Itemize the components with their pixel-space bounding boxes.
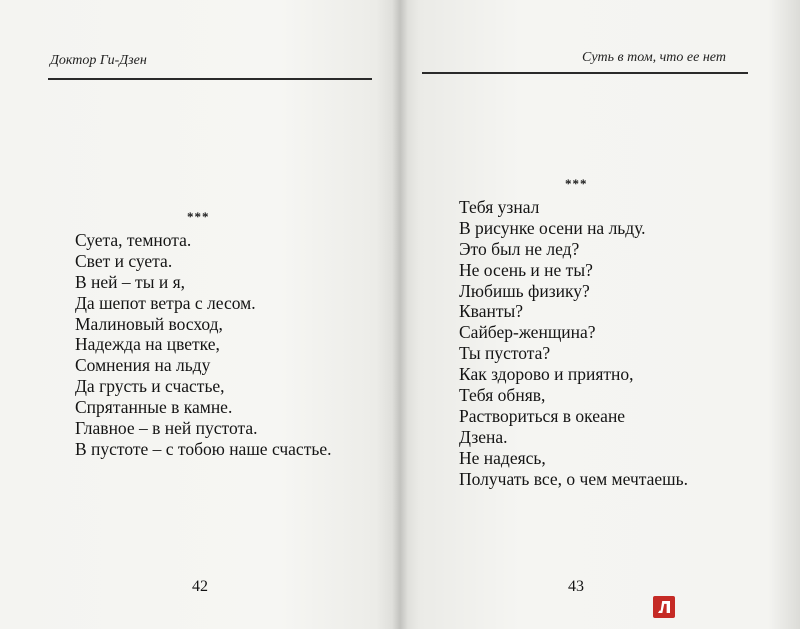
right-running-head: Суть в том, что ее нет (582, 50, 726, 65)
poem-line: Главное – в ней пустота. (75, 418, 258, 439)
left-header-rule (48, 78, 372, 80)
left-running-head: Доктор Ги-Дзен (50, 53, 147, 68)
poem-line: Да шепот ветра с лесом. (75, 292, 256, 313)
poem-line: Малиновый восход, (75, 313, 223, 334)
right-page-number: 43 (568, 578, 584, 595)
poem-line: Не надеясь, (459, 447, 546, 468)
poem-line: Свет и суета. (75, 250, 173, 271)
publisher-logo-icon (653, 596, 675, 618)
poem-line: Да грусть и счастье, (75, 376, 225, 397)
poem-line: Дзена. (459, 426, 508, 447)
poem-line: Не осень и не ты? (459, 259, 593, 280)
poem-line: Спрятанные в камне. (75, 397, 233, 418)
right-poem (459, 197, 688, 489)
poem-line: Как здорово и приятно, (459, 364, 634, 385)
poem-line: Суета, темнота. (75, 230, 192, 250)
poem-line: Тебя обняв, (459, 385, 546, 406)
right-section-mark: *** (565, 176, 588, 191)
left-page-number: 42 (192, 578, 208, 595)
poem-line: В рисунке осени на льду. (459, 217, 646, 238)
poem-line: Кванты? (459, 301, 524, 322)
poem-line: Надежда на цветке, (75, 334, 220, 355)
poem-line: Любишь физику? (459, 280, 590, 301)
right-header-rule (422, 72, 748, 74)
poem-line: Раствориться в океане (459, 405, 626, 426)
poem-line: Сомнения на льду (75, 355, 211, 376)
book-gutter (392, 0, 408, 629)
poem-line: В ней – ты и я, (75, 271, 185, 292)
poem-line: В пустоте – с тобою наше счастье. (75, 438, 332, 459)
right-page (400, 0, 800, 629)
left-section-mark: *** (187, 209, 210, 224)
poem-line: Сайбер-женщина? (459, 322, 596, 343)
left-poem (75, 230, 331, 460)
poem-line: Это был не лед? (459, 238, 580, 259)
poem-line: Ты пустота? (459, 343, 551, 364)
poem-line: Получать все, о чем мечтаешь. (459, 468, 688, 489)
poem-line: Тебя узнал (459, 197, 540, 217)
